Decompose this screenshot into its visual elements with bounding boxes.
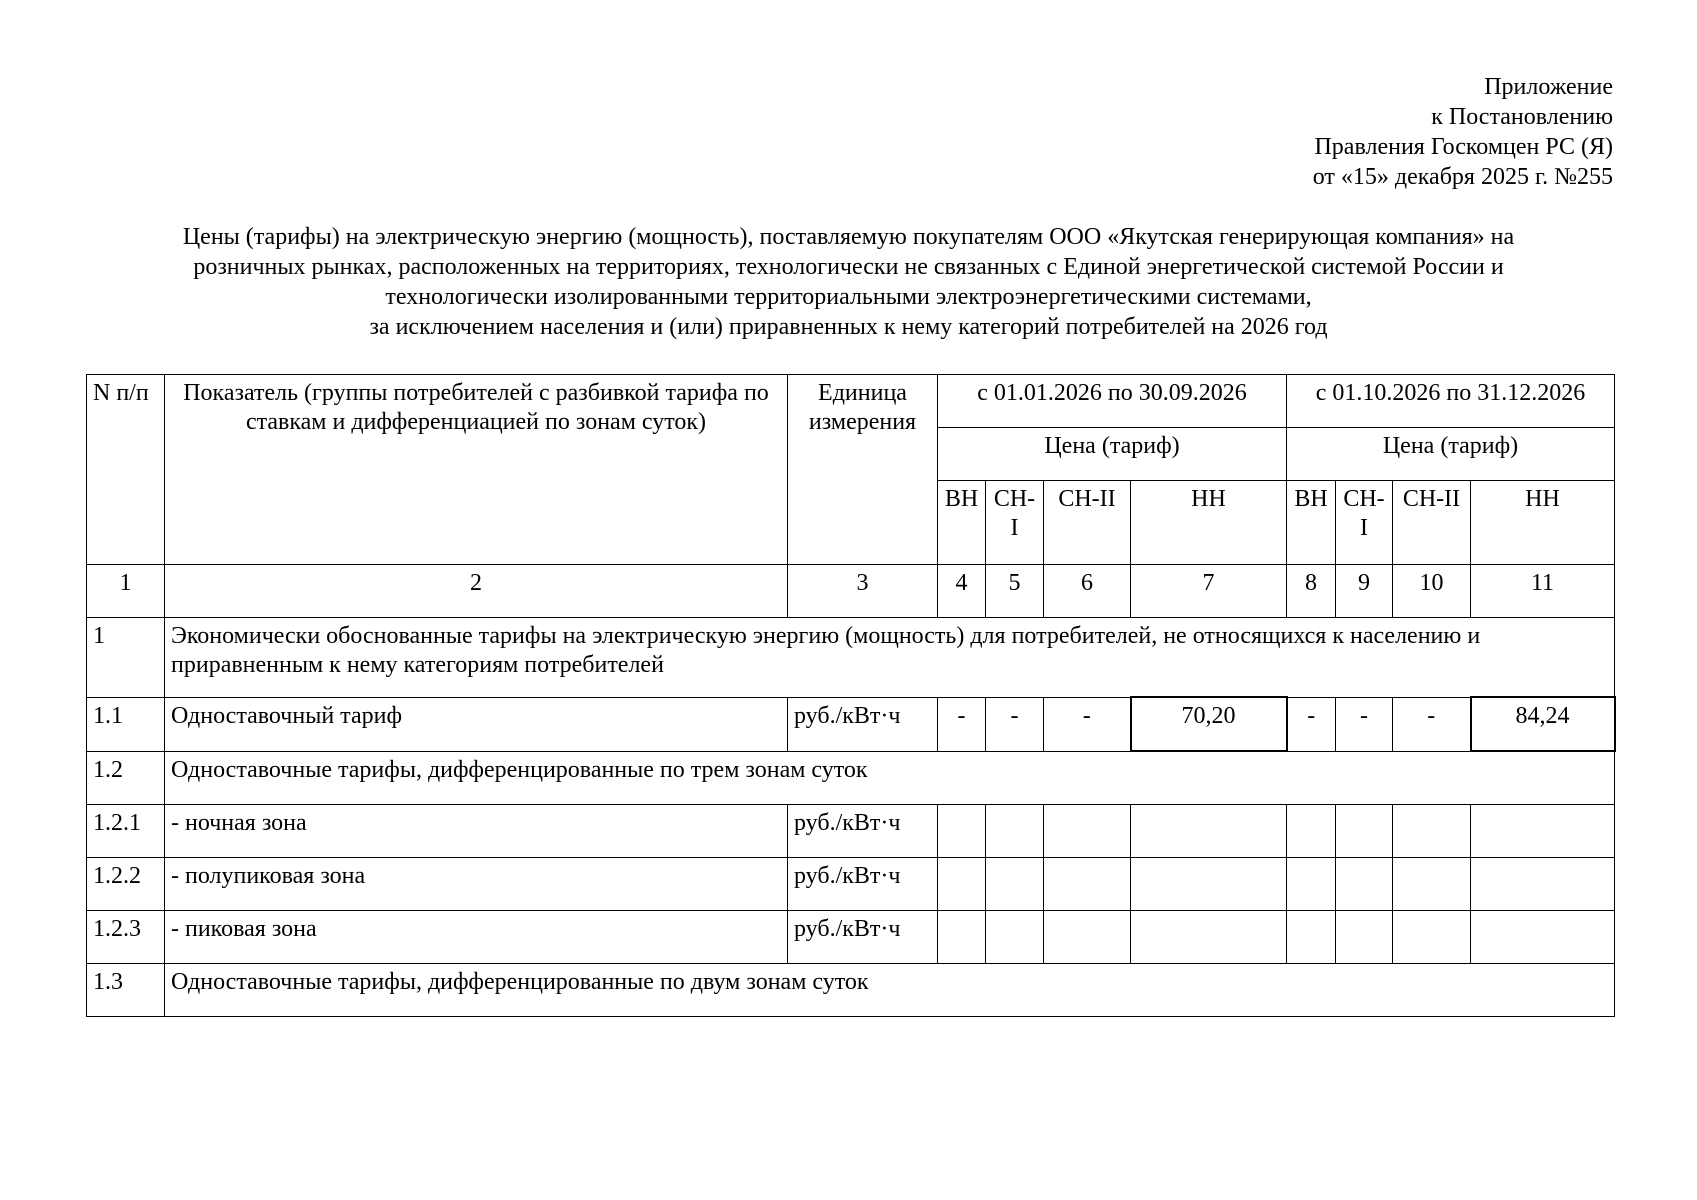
header-level-nn: НН bbox=[1131, 481, 1287, 565]
value-cell: - bbox=[938, 697, 986, 751]
header-level-sn1: СН-I bbox=[1336, 481, 1393, 565]
appendix-line: Правления Госкомцен РС (Я) bbox=[1314, 134, 1613, 160]
column-number: 8 bbox=[1287, 565, 1336, 618]
table-row bbox=[87, 751, 1615, 805]
table-row bbox=[87, 618, 1615, 698]
table-row bbox=[87, 805, 1615, 858]
header-level-sn1: СН-I bbox=[986, 481, 1044, 565]
value-cell bbox=[1044, 858, 1131, 911]
row-label: Одноставочные тарифы, дифференцированные по трем зонам суток bbox=[165, 751, 1615, 805]
row-label: Одноставочный тариф bbox=[165, 697, 788, 751]
row-unit: руб./кВт·ч bbox=[788, 697, 938, 751]
column-number-row bbox=[87, 565, 1615, 618]
value-cell bbox=[1287, 805, 1336, 858]
row-num: 1.2 bbox=[87, 751, 165, 805]
value-cell: - bbox=[1044, 697, 1131, 751]
row-unit: руб./кВт·ч bbox=[788, 911, 938, 964]
appendix-block bbox=[1313, 72, 1613, 192]
value-cell: - bbox=[1393, 697, 1471, 751]
header-unit: Единица измерения bbox=[788, 375, 938, 565]
value-cell bbox=[1131, 911, 1287, 964]
header-level-nn: НН bbox=[1471, 481, 1615, 565]
column-number: 7 bbox=[1131, 565, 1287, 618]
header-num: N п/п bbox=[87, 375, 165, 565]
value-cell bbox=[986, 858, 1044, 911]
column-number: 5 bbox=[986, 565, 1044, 618]
title-line: технологически изолированными территориальными электроэнергетическими системами, bbox=[385, 284, 1312, 310]
value-cell bbox=[986, 911, 1044, 964]
header-level-vn: ВН bbox=[938, 481, 986, 565]
tariff-table bbox=[86, 374, 1616, 1017]
value-cell: - bbox=[1287, 697, 1336, 751]
row-unit: руб./кВт·ч bbox=[788, 805, 938, 858]
row-label: - пиковая зона bbox=[165, 911, 788, 964]
title-line: розничных рынках, расположенных на территориях, технологически не связанных с Единой энергетической системой России и bbox=[193, 254, 1504, 280]
value-cell bbox=[1287, 911, 1336, 964]
header-price-2: Цена (тариф) bbox=[1287, 428, 1615, 481]
value-cell bbox=[1336, 805, 1393, 858]
row-label: Одноставочные тарифы, дифференцированные по двум зонам суток bbox=[165, 964, 1615, 1017]
table-row bbox=[87, 911, 1615, 964]
table-row bbox=[87, 858, 1615, 911]
value-cell: - bbox=[986, 697, 1044, 751]
document-title bbox=[100, 222, 1597, 342]
value-cell bbox=[1287, 858, 1336, 911]
column-number: 3 bbox=[788, 565, 938, 618]
header-price-1: Цена (тариф) bbox=[938, 428, 1287, 481]
title-line: Цены (тарифы) на электрическую энергию (мощность), поставляемую покупателям ООО «Якутская генерирующая компания» на bbox=[182, 224, 1515, 250]
row-num: 1.2.2 bbox=[87, 858, 165, 911]
table-row bbox=[87, 697, 1615, 751]
value-cell bbox=[938, 858, 986, 911]
header-period-1: с 01.01.2026 по 30.09.2026 bbox=[938, 375, 1287, 428]
header-level-sn2: СН-II bbox=[1044, 481, 1131, 565]
header-level-sn2: СН-II bbox=[1393, 481, 1471, 565]
appendix-line: к Постановлению bbox=[1431, 104, 1613, 130]
row-num: 1 bbox=[87, 618, 165, 698]
header-level-vn: ВН bbox=[1287, 481, 1336, 565]
row-num: 1.2.1 bbox=[87, 805, 165, 858]
value-cell bbox=[1471, 858, 1615, 911]
row-num: 1.2.3 bbox=[87, 911, 165, 964]
value-cell bbox=[1471, 805, 1615, 858]
value-cell bbox=[1471, 911, 1615, 964]
value-cell bbox=[1393, 911, 1471, 964]
column-number: 10 bbox=[1393, 565, 1471, 618]
column-number: 4 bbox=[938, 565, 986, 618]
value-cell bbox=[1131, 858, 1287, 911]
row-num: 1.3 bbox=[87, 964, 165, 1017]
column-number: 6 bbox=[1044, 565, 1131, 618]
column-number: 2 bbox=[165, 565, 788, 618]
row-label: Экономически обоснованные тарифы на электрическую энергию (мощность) для потребителей, не относящихся к населению и приравненным к нему категориям потребителей bbox=[165, 618, 1615, 698]
value-cell bbox=[986, 805, 1044, 858]
value-cell bbox=[1044, 805, 1131, 858]
row-num: 1.1 bbox=[87, 697, 165, 751]
column-number: 11 bbox=[1471, 565, 1615, 618]
row-label: - ночная зона bbox=[165, 805, 788, 858]
appendix-date: от «15» декабря 2025 г. №255 bbox=[1312, 164, 1613, 190]
title-line: за исключением населения и (или) приравненных к нему категорий потребителей на 2026 год bbox=[369, 314, 1328, 340]
value-cell bbox=[1336, 911, 1393, 964]
value-cell bbox=[1393, 805, 1471, 858]
value-cell: - bbox=[1336, 697, 1393, 751]
row-label: - полупиковая зона bbox=[165, 858, 788, 911]
value-cell bbox=[1336, 858, 1393, 911]
value-cell bbox=[1393, 858, 1471, 911]
value-cell bbox=[1131, 805, 1287, 858]
value-cell bbox=[938, 805, 986, 858]
column-number: 1 bbox=[87, 565, 165, 618]
header-indicator: Показатель (группы потребителей с разбивкой тарифа по ставкам и дифференциацией по зонам суток) bbox=[165, 375, 788, 565]
table-row bbox=[87, 964, 1615, 1017]
value-cell: 70,20 bbox=[1131, 697, 1287, 751]
value-cell bbox=[938, 911, 986, 964]
value-cell bbox=[1044, 911, 1131, 964]
header-period-2: с 01.10.2026 по 31.12.2026 bbox=[1287, 375, 1615, 428]
column-number: 9 bbox=[1336, 565, 1393, 618]
value-cell: 84,24 bbox=[1471, 697, 1615, 751]
appendix-line: Приложение bbox=[1484, 74, 1613, 100]
row-unit: руб./кВт·ч bbox=[788, 858, 938, 911]
